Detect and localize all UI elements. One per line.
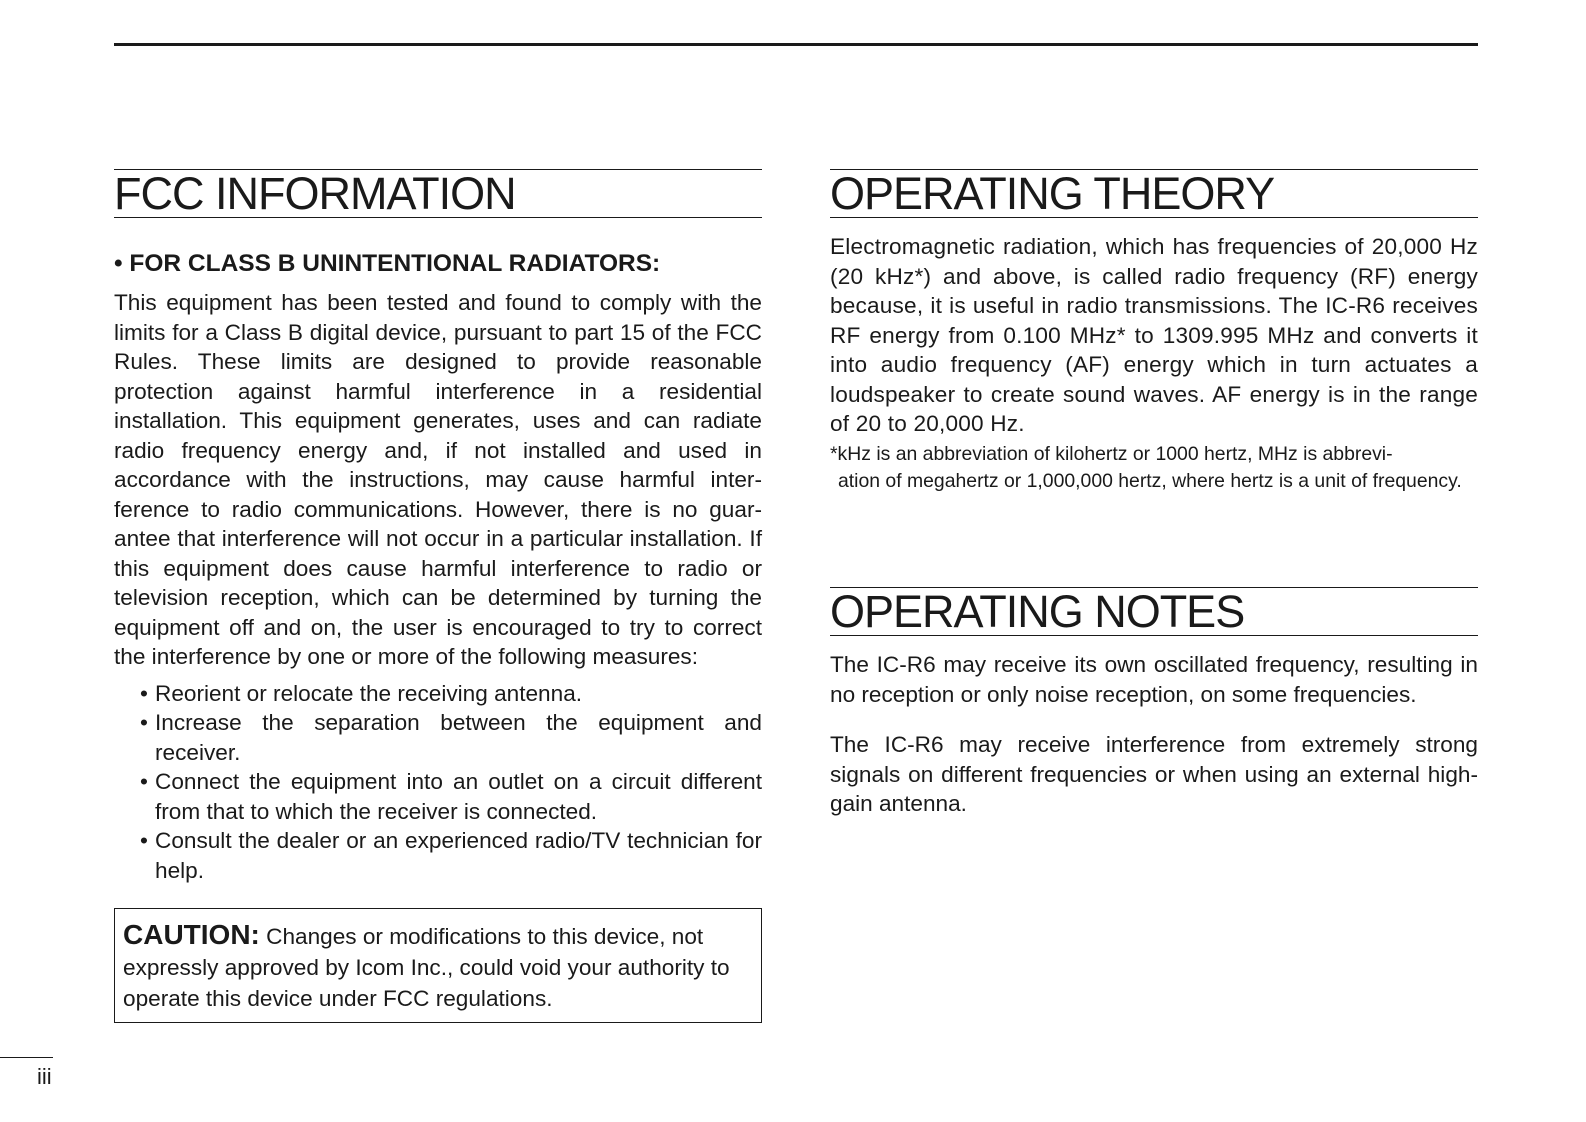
footnote-continuation: ation of megahertz or 1,000,000 hertz, where hertz is a unit of frequency. [838, 469, 1462, 492]
list-item: • Consult the dealer or an experienced radio/TV technician for help. [140, 828, 762, 883]
list-item: • Connect the equipment into an outlet on a circuit different from that to which the receiver is connected. [140, 769, 762, 824]
operating-column [830, 168, 1478, 816]
notes-paragraph-2: The IC-R6 may receive interference from extremely strong signals on different frequencies or when using an external high-gain antenna. [830, 732, 1478, 816]
caution-label: CAUTION: [123, 919, 260, 950]
list-item: • Increase the separation between the equipment and receiver. [140, 710, 762, 765]
fcc-section-title: FCC INFORMATION [114, 169, 762, 218]
page-number: iii [37, 1064, 52, 1089]
footnote-first-line: *kHz is an abbreviation of kilohertz or 1000 hertz, MHz is abbrevi- [830, 442, 1393, 465]
measures-list [114, 679, 762, 886]
fcc-information-section [114, 169, 762, 1023]
operating-theory-title: OPERATING THEORY [830, 169, 1478, 218]
bullet-icon: • [140, 710, 148, 735]
operating-notes-section [830, 587, 1478, 819]
fcc-paragraph: This equipment has been tested and found to comply with the limits for a Class B digital device, pursuant to part 15 of the FCC Rules. These limits are designed to provide reasonable protection against harmful interference in a residential installation. This equipment generates, uses and can radiate radio frequency energy and, if not installed and used in accordance with the instructions, may cause harmful interference to radio communications. However, there is no guarantee that interference will not occur in a particular installation. If this equipment does cause harmful interference to radio or television reception, which can be determined by turning the equipment off and on, the user is encouraged to try to correct the interference by one or more of the following measures: [114, 290, 762, 669]
caution-text: Changes or modifications to this device, not expressly approved by Icom Inc., could void your authority to operate this device under FCC regulations. [123, 924, 730, 1011]
theory-footnote [830, 441, 1478, 495]
notes-paragraph-1: The IC-R6 may receive its own oscillated frequency, resulting in no reception or only noise reception, on some frequencies. [830, 652, 1478, 707]
bullet-icon: • [140, 828, 148, 853]
list-item: • Reorient or relocate the receiving antenna. [140, 679, 762, 709]
theory-paragraph: Electromagnetic radiation, which has frequencies of 20,000 Hz (20 kHz*) and above, is called radio frequency (RF) energy because, it is useful in radio transmissions. The IC-R6 receives RF energy from 0.100 MHz* to 1309.995 MHz and converts it into audio frequency (AF) energy which in turn actuates a loudspeaker to create sound waves. AF energy is in the range of 20 to 20,000 Hz. [830, 234, 1478, 436]
bullet-icon: • [140, 769, 148, 794]
caution-box [114, 908, 762, 1023]
footer-rule [0, 1057, 53, 1058]
bullet-icon: • [140, 680, 148, 706]
class-b-subheading: • FOR CLASS B UNINTENTIONAL RADIATORS: [114, 250, 661, 277]
operating-theory-section [830, 169, 1478, 495]
header-rule [114, 43, 1478, 46]
operating-notes-title: OPERATING NOTES [830, 587, 1478, 636]
